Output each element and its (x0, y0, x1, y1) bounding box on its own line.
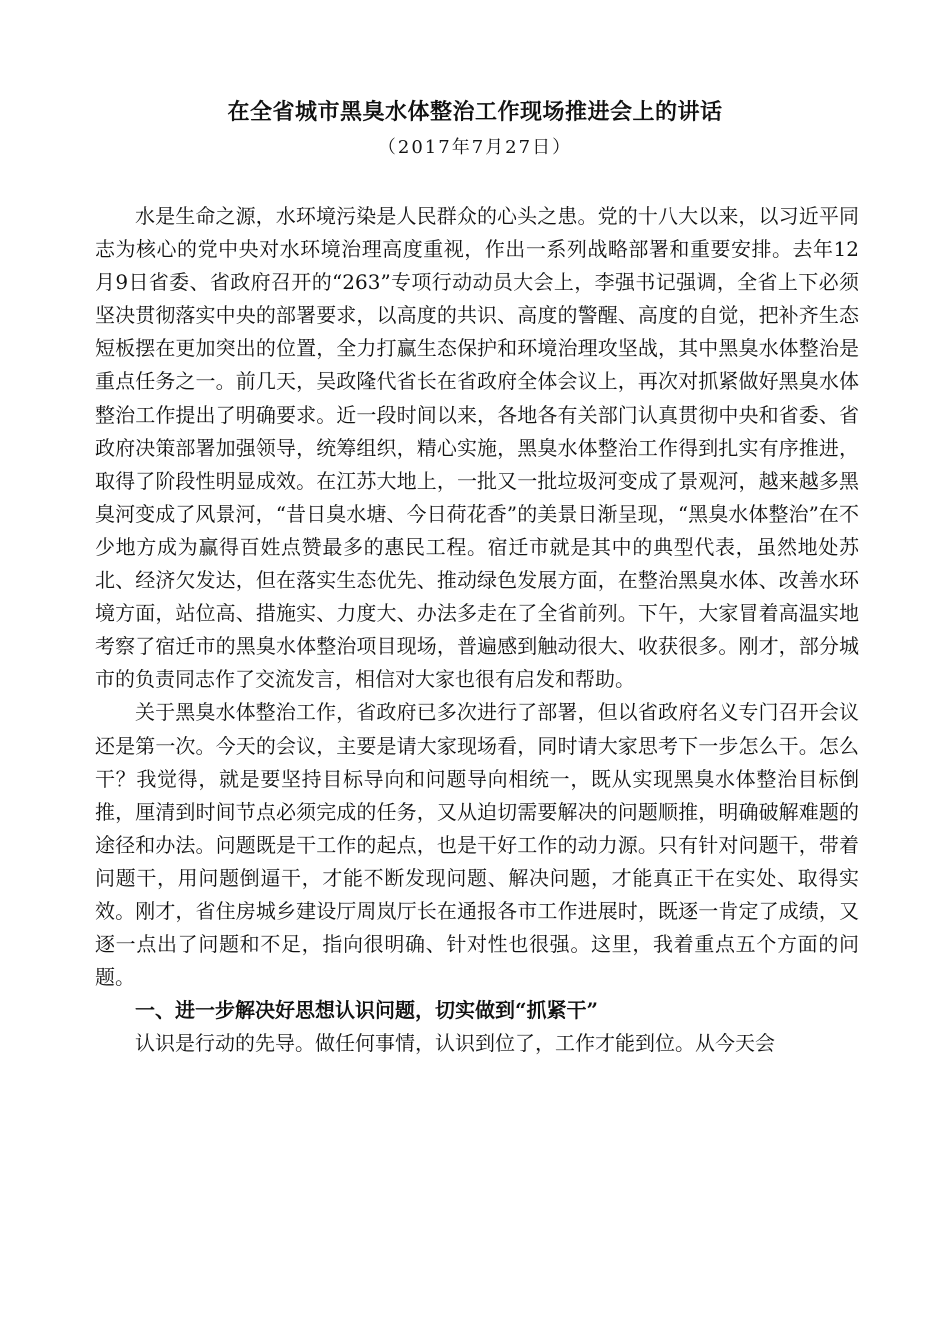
document-title: 在全省城市黑臭水体整治工作现场推进会上的讲话 (227, 99, 723, 125)
document-date: （2017年7月27日） (377, 137, 573, 158)
body-paragraph-3: 认识是行动的先导。做任何事情，认识到位了，工作才能到位。从今天会 (135, 1031, 775, 1056)
body-paragraph-1: 水是生命之源，水环境污染是人民群众的心头之患。党的十八大以来，以习近平同志为核心的党中央对水环境治理高度重视，作出一系列战略部署和重要安排。去年12月9日省委、省政府召开的“263”专项行动动员大会上，李强书记强调，全省上下必须坚决贯彻落实中央的部署要求，以高度的共识、高度的警醒、高度的自觉，把补齐生态短板摆在更加突出的位置，全力打赢生态保护和环境治理攻坚战，其中黑臭水体整治是重点任务之一。前几天，吴政隆代省长在省政府全体会议上，再次对抓紧做好黑臭水体整治工作提出了明确要求。近一段时间以来，各地各有关部门认真贯彻中央和省委、省政府决策部署加强领导，统筹组织，精心实施，黑臭水体整治工作得到扎实有序推进，取得了阶段性明显成效。在江苏大地上，一批又一批垃圾河变成了景观河，越来越多黑臭河变成了风景河，“昔日臭水塘、今日荷花香”的美景日渐呈现，“黑臭水体整治”在不少地方成为赢得百姓点赞最多的惠民工程。宿迁市就是其中的典型代表，虽然地处苏北、经济欠发达，但在落实生态优先、推动绿色发展方面，在整治黑臭水体、改善水环境方面，站位高、措施实、力度大、办法多走在了全省前列。下午，大家冒着高温实地考察了宿迁市的黑臭水体整治项目现场，普遍感到触动很大、收获很多。刚才，部分城市的负责同志作了交流发言，相信对大家也很有启发和帮助。 (95, 204, 859, 692)
document-body (95, 200, 859, 1060)
body-paragraph-2: 关于黑臭水体整治工作，省政府已多次进行了部署，但以省政府名义专门召开会议还是第一次。今天的会议，主要是请大家现场看，同时请大家思考下一步怎么干。怎么干？我觉得，就是要坚持目标导向和问题导向相统一，既从实现黑臭水体整治目标倒推，厘清到时间节点必须完成的任务，又从迫切需要解决的问题顺推，明确破解难题的途径和办法。问题既是干工作的起点，也是干好工作的动力源。只有针对问题干，带着问题干，用问题倒逼干，才能不断发现问题、解决问题，才能真正干在实处、取得实效。刚才，省住房城乡建设厅周岚厅长在通报各市工作进展时，既逐一肯定了成绩，又逐一点出了问题和不足，指向很明确、针对性也很强。这里，我着重点五个方面的问题。 (95, 700, 859, 990)
section-heading: 一、进一步解决好思想认识问题，切实做到“抓紧干” (135, 998, 599, 1023)
